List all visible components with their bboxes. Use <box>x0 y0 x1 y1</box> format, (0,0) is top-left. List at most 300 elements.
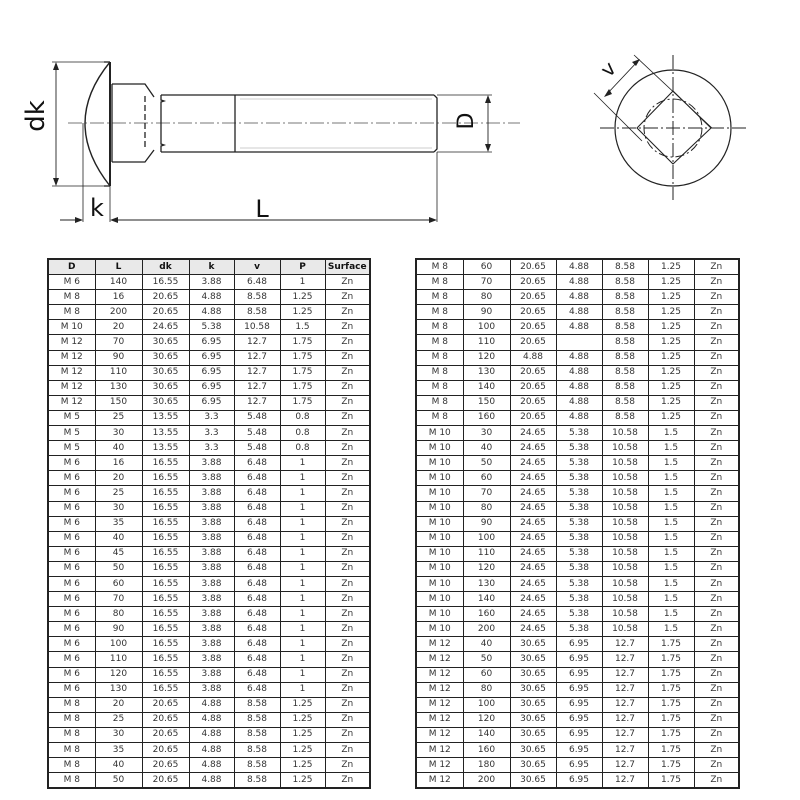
table-cell: M 10 <box>416 546 463 561</box>
table-cell: Zn <box>694 305 739 320</box>
table-cell: 24.65 <box>510 516 556 531</box>
table-row <box>48 290 370 305</box>
table-row <box>48 531 370 546</box>
table-cell: 8.58 <box>234 758 280 773</box>
table-cell: M 6 <box>48 576 95 591</box>
table-cell: 50 <box>463 456 510 471</box>
table-cell: 10.58 <box>602 456 648 471</box>
table-cell: 40 <box>463 637 510 652</box>
table-cell: 12.7 <box>234 395 280 410</box>
table-cell: 3.88 <box>189 486 234 501</box>
table-cell: 70 <box>463 275 510 290</box>
table-cell: M 10 <box>416 471 463 486</box>
table-cell: 70 <box>463 486 510 501</box>
table-cell: M 6 <box>48 456 95 471</box>
table-cell: 130 <box>95 380 142 395</box>
table-cell: 30.65 <box>510 727 556 742</box>
table-cell: 4.88 <box>556 380 602 395</box>
table-cell: 6.48 <box>234 275 280 290</box>
table-cell: Zn <box>325 727 370 742</box>
table-cell: 20.65 <box>510 380 556 395</box>
table-row <box>416 516 739 531</box>
table-cell: 30.65 <box>510 682 556 697</box>
table-cell: 8.58 <box>602 275 648 290</box>
table-cell: M 6 <box>48 592 95 607</box>
column-header: Surface <box>325 259 370 275</box>
table-row <box>416 259 739 275</box>
table-row <box>416 320 739 335</box>
table-cell: 30.65 <box>142 350 189 365</box>
table-cell: 20.65 <box>142 305 189 320</box>
table-cell: 6.48 <box>234 652 280 667</box>
table-cell: 4.88 <box>510 350 556 365</box>
table-cell: 120 <box>463 712 510 727</box>
table-cell: 24.65 <box>510 576 556 591</box>
table-cell: 1.5 <box>648 607 694 622</box>
table-cell: 100 <box>463 697 510 712</box>
table-cell: 6.95 <box>556 667 602 682</box>
table-cell: 5.48 <box>234 410 280 425</box>
table-cell: 24.65 <box>510 471 556 486</box>
table-cell: 30.65 <box>510 652 556 667</box>
table-cell: 110 <box>463 335 510 350</box>
table-row <box>416 743 739 758</box>
table-cell: 6.95 <box>556 637 602 652</box>
table-cell: M 10 <box>416 607 463 622</box>
table-cell: 1 <box>280 486 325 501</box>
table-cell: 1.5 <box>648 622 694 637</box>
table-cell: 24.65 <box>142 320 189 335</box>
table-cell: M 6 <box>48 637 95 652</box>
table-cell: Zn <box>325 743 370 758</box>
table-cell: 8.58 <box>602 320 648 335</box>
table-cell: M 12 <box>48 380 95 395</box>
table-cell: 13.55 <box>142 426 189 441</box>
table-row <box>48 426 370 441</box>
table-cell: 140 <box>463 380 510 395</box>
table-cell: Zn <box>325 576 370 591</box>
table-cell: 20.65 <box>142 712 189 727</box>
table-row <box>416 365 739 380</box>
table-cell: 6.48 <box>234 456 280 471</box>
table-cell: 16.55 <box>142 546 189 561</box>
table-cell: 20.65 <box>510 275 556 290</box>
table-cell: M 12 <box>416 727 463 742</box>
table-cell: 16 <box>95 456 142 471</box>
table-cell <box>556 335 602 350</box>
table-cell: 3.88 <box>189 561 234 576</box>
table-cell: 30.65 <box>142 335 189 350</box>
table-cell: 20.65 <box>142 727 189 742</box>
table-cell: 8.58 <box>234 727 280 742</box>
table-cell: 130 <box>95 682 142 697</box>
table-cell: 5.38 <box>556 622 602 637</box>
table-cell: 1.25 <box>648 380 694 395</box>
table-cell: Zn <box>694 441 739 456</box>
table-cell: 1.5 <box>648 516 694 531</box>
table-cell: M 10 <box>416 456 463 471</box>
table-cell: 5.38 <box>556 531 602 546</box>
table-cell: 35 <box>95 743 142 758</box>
table-cell: Zn <box>325 395 370 410</box>
table-cell: 3.88 <box>189 456 234 471</box>
table-cell: 5.38 <box>556 592 602 607</box>
table-row <box>416 501 739 516</box>
table-cell: M 6 <box>48 682 95 697</box>
table-cell: Zn <box>325 607 370 622</box>
table-cell: 6.48 <box>234 576 280 591</box>
table-cell: 5.48 <box>234 426 280 441</box>
table-cell: 110 <box>95 365 142 380</box>
table-row <box>48 667 370 682</box>
table-cell: 5.38 <box>556 561 602 576</box>
table-row <box>48 395 370 410</box>
table-cell: 24.65 <box>510 531 556 546</box>
table-cell: 20.65 <box>510 320 556 335</box>
table-cell: 25 <box>95 712 142 727</box>
table-row <box>48 697 370 712</box>
table-cell: 1 <box>280 516 325 531</box>
table-cell: 5.38 <box>556 576 602 591</box>
table-cell: 1 <box>280 456 325 471</box>
table-cell: Zn <box>694 486 739 501</box>
table-cell: Zn <box>325 667 370 682</box>
table-cell: 0.8 <box>280 410 325 425</box>
table-cell: 8.58 <box>234 743 280 758</box>
table-cell: M 8 <box>48 712 95 727</box>
table-cell: M 12 <box>416 773 463 789</box>
table-cell: 5.38 <box>556 501 602 516</box>
table-row <box>416 607 739 622</box>
table-cell: M 6 <box>48 275 95 290</box>
table-cell: M 6 <box>48 607 95 622</box>
table-cell: 20.65 <box>510 410 556 425</box>
table-cell: 1.5 <box>648 441 694 456</box>
table-cell: 1.5 <box>648 456 694 471</box>
table-cell: 6.95 <box>556 652 602 667</box>
table-cell: 0.8 <box>280 426 325 441</box>
table-cell: 16.55 <box>142 592 189 607</box>
table-row <box>48 335 370 350</box>
table-row <box>48 743 370 758</box>
table-cell: 30.65 <box>510 712 556 727</box>
table-row <box>416 546 739 561</box>
table-cell: 1.75 <box>648 637 694 652</box>
table-cell: 6.48 <box>234 561 280 576</box>
table-cell: 1 <box>280 275 325 290</box>
table-cell: 30.65 <box>510 697 556 712</box>
table-cell: 3.3 <box>189 441 234 456</box>
table-cell: 1.25 <box>648 259 694 275</box>
column-header: dk <box>142 259 189 275</box>
table-row <box>48 441 370 456</box>
table-cell: M 8 <box>416 305 463 320</box>
table-cell: 10.58 <box>602 486 648 501</box>
table-cell: 5.38 <box>556 516 602 531</box>
table-cell: 1.75 <box>280 335 325 350</box>
table-cell: M 8 <box>416 290 463 305</box>
table-cell: 24.65 <box>510 546 556 561</box>
table-cell: 1.75 <box>648 743 694 758</box>
table-cell: 1.25 <box>648 320 694 335</box>
table-cell: 10.58 <box>602 592 648 607</box>
table-cell: 1.75 <box>280 395 325 410</box>
table-cell: 40 <box>95 441 142 456</box>
table-cell: 12.7 <box>602 743 648 758</box>
table-cell: 1.25 <box>648 275 694 290</box>
table-cell: 5.38 <box>556 426 602 441</box>
table-cell: 8.58 <box>602 335 648 350</box>
table-row <box>416 531 739 546</box>
table-cell: Zn <box>694 576 739 591</box>
table-cell: 6.48 <box>234 471 280 486</box>
table-cell: Zn <box>694 395 739 410</box>
table-cell: 4.88 <box>556 290 602 305</box>
table-cell: 200 <box>463 773 510 789</box>
table-cell: Zn <box>694 501 739 516</box>
table-cell: 1.25 <box>280 697 325 712</box>
table-cell: 80 <box>95 607 142 622</box>
table-cell: Zn <box>694 546 739 561</box>
table-cell: M 8 <box>48 758 95 773</box>
table-cell: 3.88 <box>189 531 234 546</box>
table-cell: 5.38 <box>556 441 602 456</box>
table-cell: M 12 <box>416 697 463 712</box>
table-cell: 16 <box>95 290 142 305</box>
table-cell: 1.25 <box>280 743 325 758</box>
table-cell: 1.75 <box>280 365 325 380</box>
table-row <box>48 607 370 622</box>
table-cell: Zn <box>694 365 739 380</box>
table-cell: 3.3 <box>189 410 234 425</box>
table-cell: 20.65 <box>142 758 189 773</box>
carriage-bolt-drawing <box>0 0 800 250</box>
table-row <box>48 652 370 667</box>
table-cell: 4.88 <box>556 275 602 290</box>
table-cell: 1.75 <box>648 712 694 727</box>
table-cell: Zn <box>694 652 739 667</box>
table-cell: 10.58 <box>602 426 648 441</box>
table-cell: 1.25 <box>280 290 325 305</box>
table-row <box>416 667 739 682</box>
table-cell: 30.65 <box>142 395 189 410</box>
table-cell: Zn <box>325 622 370 637</box>
table-cell: 80 <box>463 290 510 305</box>
table-cell: 16.55 <box>142 501 189 516</box>
table-cell: 1.25 <box>280 727 325 742</box>
table-cell: 10.58 <box>602 531 648 546</box>
dimension-labels <box>21 100 479 223</box>
table-cell: 8.58 <box>234 305 280 320</box>
table-cell: 24.65 <box>510 426 556 441</box>
table-cell: M 6 <box>48 471 95 486</box>
table-cell: M 10 <box>416 441 463 456</box>
table-cell: M 8 <box>416 395 463 410</box>
table-cell: 110 <box>95 652 142 667</box>
table-cell: 8.58 <box>602 290 648 305</box>
table-cell: 100 <box>95 637 142 652</box>
table-cell: 1.25 <box>648 305 694 320</box>
table-cell: 90 <box>463 305 510 320</box>
table-cell: 30 <box>95 727 142 742</box>
table-cell: 10.58 <box>602 441 648 456</box>
table-cell: 100 <box>463 320 510 335</box>
table-row <box>48 501 370 516</box>
table-cell: 8.58 <box>234 712 280 727</box>
table-cell: 5.38 <box>556 471 602 486</box>
table-cell: 20.65 <box>510 395 556 410</box>
table-cell: Zn <box>694 697 739 712</box>
table-cell: 1.75 <box>280 380 325 395</box>
table-row <box>416 426 739 441</box>
table-cell: 120 <box>463 561 510 576</box>
table-row <box>416 773 739 789</box>
table-cell: 12.7 <box>602 667 648 682</box>
table-cell: 20.65 <box>510 335 556 350</box>
table-cell: 6.48 <box>234 516 280 531</box>
table-cell: 45 <box>95 546 142 561</box>
table-row <box>416 561 739 576</box>
table-cell: 90 <box>463 516 510 531</box>
table-cell: 40 <box>463 441 510 456</box>
table-cell: 24.65 <box>510 501 556 516</box>
table-row <box>48 471 370 486</box>
table-cell: 180 <box>463 758 510 773</box>
table-cell: 40 <box>95 531 142 546</box>
table-row <box>48 727 370 742</box>
table-row <box>48 365 370 380</box>
dimension-table-right <box>415 258 740 789</box>
table-cell: 70 <box>95 335 142 350</box>
table-cell: 8.58 <box>602 410 648 425</box>
table-cell: 8.58 <box>234 773 280 789</box>
table-cell: Zn <box>694 471 739 486</box>
table-row <box>48 320 370 335</box>
table-cell: 10.58 <box>602 561 648 576</box>
table-cell: M 12 <box>48 395 95 410</box>
label-k: k <box>90 194 104 222</box>
table-cell: 6.48 <box>234 607 280 622</box>
table-cell: 10.58 <box>602 516 648 531</box>
table-cell: Zn <box>694 335 739 350</box>
table-cell: 4.88 <box>189 305 234 320</box>
table-row <box>48 592 370 607</box>
table-cell: M 5 <box>48 410 95 425</box>
table-cell: 40 <box>95 758 142 773</box>
table-cell: M 10 <box>416 426 463 441</box>
dimension-table-left <box>47 258 371 789</box>
table-cell: 25 <box>95 486 142 501</box>
table-cell: 4.88 <box>556 350 602 365</box>
table-cell: M 10 <box>416 531 463 546</box>
table-cell: 12.7 <box>602 652 648 667</box>
table-row <box>48 486 370 501</box>
table-cell: 1.5 <box>648 486 694 501</box>
table-cell: Zn <box>325 516 370 531</box>
table-cell: Zn <box>325 275 370 290</box>
table-row <box>48 275 370 290</box>
table-cell: 200 <box>463 622 510 637</box>
table-cell: 20 <box>95 697 142 712</box>
table-cell: Zn <box>325 290 370 305</box>
table-row <box>416 652 739 667</box>
table-cell: M 12 <box>416 743 463 758</box>
table-cell: 4.88 <box>556 365 602 380</box>
table-cell: 3.88 <box>189 652 234 667</box>
table-cell: M 8 <box>416 410 463 425</box>
table-cell: Zn <box>325 365 370 380</box>
table-cell: 30 <box>95 426 142 441</box>
table-cell: M 10 <box>416 622 463 637</box>
table-cell: 16.55 <box>142 486 189 501</box>
table-row <box>416 682 739 697</box>
table-cell: M 5 <box>48 426 95 441</box>
table-cell: Zn <box>694 426 739 441</box>
table-cell: 150 <box>463 395 510 410</box>
table-cell: 20.65 <box>142 773 189 789</box>
table-row <box>48 516 370 531</box>
table-cell: 1.25 <box>280 758 325 773</box>
table-row <box>48 758 370 773</box>
table-cell: 1.25 <box>648 335 694 350</box>
table-cell: M 6 <box>48 531 95 546</box>
table-cell: M 12 <box>48 350 95 365</box>
table-cell: 6.48 <box>234 637 280 652</box>
table-cell: 6.95 <box>189 335 234 350</box>
table-cell: Zn <box>325 501 370 516</box>
table-cell: 6.48 <box>234 546 280 561</box>
table-cell: M 8 <box>48 727 95 742</box>
table-cell: Zn <box>325 350 370 365</box>
table-cell: 140 <box>95 275 142 290</box>
table-row <box>416 592 739 607</box>
table-cell: Zn <box>694 622 739 637</box>
table-cell: M 10 <box>416 576 463 591</box>
table-row <box>416 290 739 305</box>
table-row <box>48 305 370 320</box>
table-cell: 1.5 <box>280 320 325 335</box>
table-cell: 24.65 <box>510 561 556 576</box>
table-cell: 160 <box>463 607 510 622</box>
table-cell: M 5 <box>48 441 95 456</box>
table-cell: 1.75 <box>648 697 694 712</box>
table-cell: Zn <box>325 758 370 773</box>
table-row <box>48 561 370 576</box>
table-row <box>48 576 370 591</box>
table-cell: 1.25 <box>648 410 694 425</box>
table-cell: 16.55 <box>142 607 189 622</box>
table-cell: 16.55 <box>142 471 189 486</box>
table-cell: 6.95 <box>189 365 234 380</box>
table-cell: Zn <box>325 456 370 471</box>
table-cell: 6.48 <box>234 667 280 682</box>
table-cell: 16.55 <box>142 667 189 682</box>
table-cell: Zn <box>325 320 370 335</box>
table-cell: 12.7 <box>602 697 648 712</box>
table-cell: 1.5 <box>648 501 694 516</box>
table-cell: 4.88 <box>189 727 234 742</box>
table-cell: M 8 <box>48 290 95 305</box>
table-cell: 13.55 <box>142 441 189 456</box>
table-cell: 3.88 <box>189 667 234 682</box>
table-header-row <box>48 259 370 275</box>
table-cell: 6.48 <box>234 682 280 697</box>
table-row <box>48 456 370 471</box>
table-cell: 110 <box>463 546 510 561</box>
table-cell: Zn <box>694 410 739 425</box>
table-cell: M 6 <box>48 622 95 637</box>
table-cell: Zn <box>325 682 370 697</box>
